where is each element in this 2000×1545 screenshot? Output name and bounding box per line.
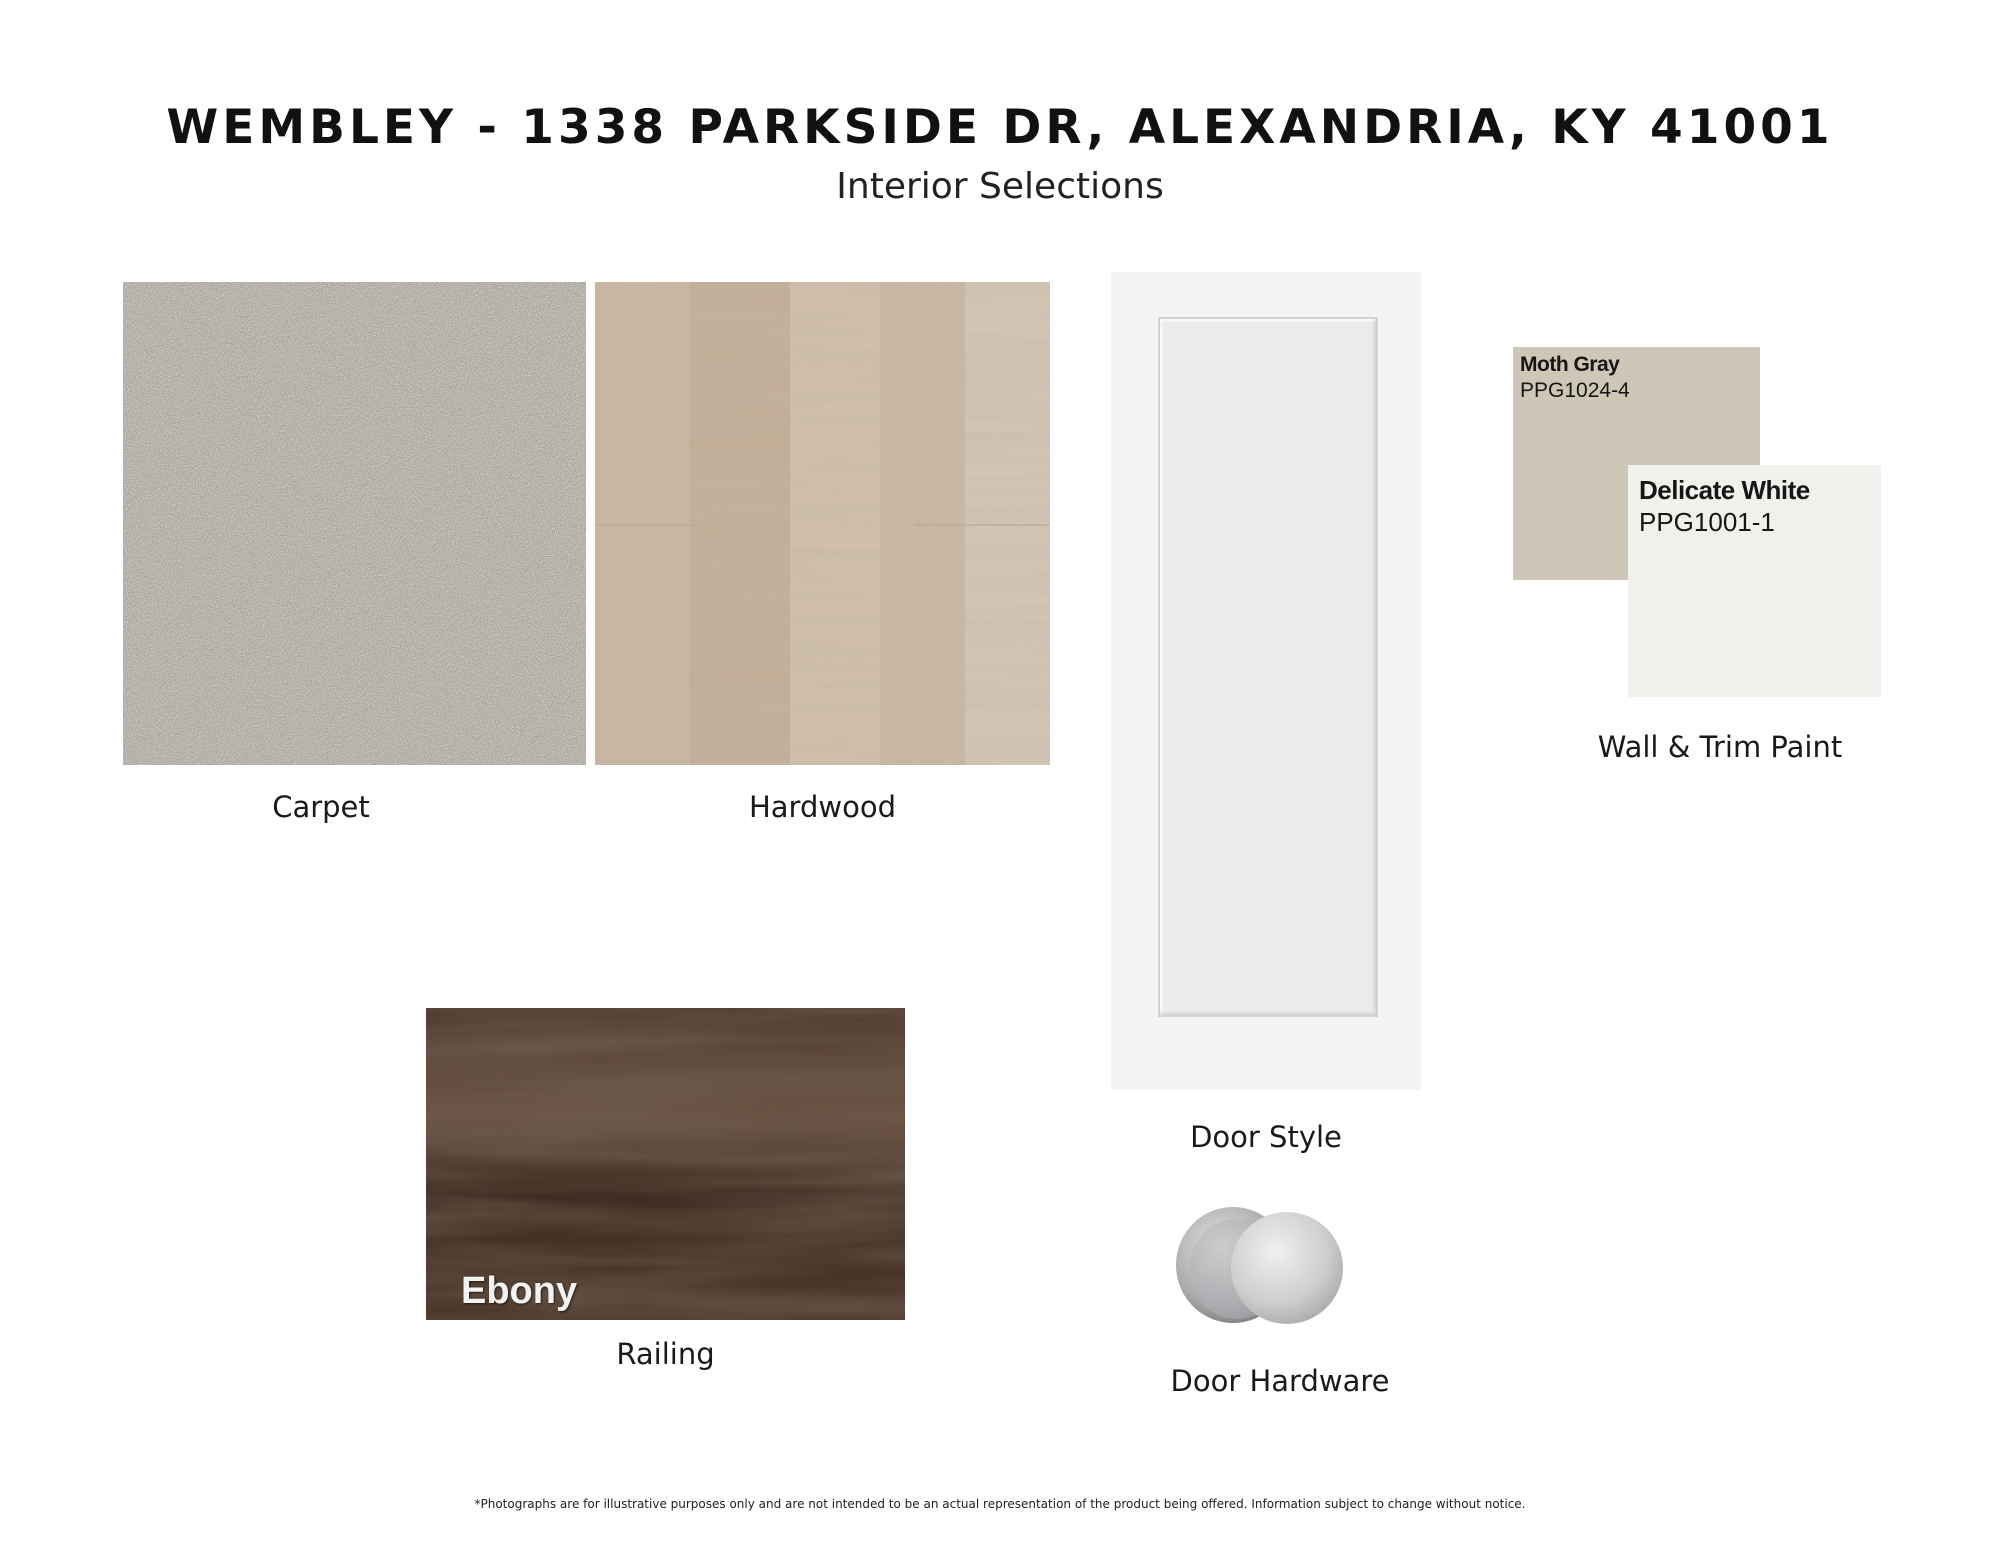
carpet-label: Carpet — [272, 790, 370, 824]
page-subtitle: Interior Selections — [836, 166, 1164, 207]
hardwood-swatch — [595, 282, 1050, 765]
door-style-label: Door Style — [1190, 1120, 1342, 1154]
railing-badge: Ebony — [461, 1270, 578, 1312]
footer-disclaimer: *Photographs are for illustrative purposes only and are not intended to be an actual representation of the product being offered. Information subject to change without notice. — [474, 1497, 1526, 1511]
carpet-texture — [123, 282, 586, 765]
page-title: WEMBLEY - 1338 PARKSIDE DR, ALEXANDRIA, KY 41001 — [166, 100, 1834, 155]
carpet-swatch — [123, 282, 586, 765]
paint-label: Wall & Trim Paint — [1597, 730, 1843, 764]
paint-chip-wall-code: PPG1024-4 — [1520, 379, 1630, 402]
door-hardware-label: Door Hardware — [1170, 1364, 1390, 1398]
paint-chip-wall-name: Moth Gray — [1520, 353, 1620, 376]
door-hardware-image — [1165, 1185, 1365, 1345]
paint-chip-trim — [1628, 465, 1881, 697]
railing-label: Railing — [616, 1337, 715, 1371]
door-knob-icon — [1165, 1185, 1365, 1345]
door-style-swatch — [1111, 272, 1421, 1090]
hardwood-label: Hardwood — [748, 790, 896, 824]
hardwood-texture — [595, 282, 1050, 765]
door-panel — [1158, 317, 1378, 1017]
paint-chip-trim-code: PPG1001-1 — [1639, 507, 1775, 537]
paint-chip-trim-name: Delicate White — [1639, 475, 1810, 505]
railing-swatch — [426, 1008, 905, 1320]
